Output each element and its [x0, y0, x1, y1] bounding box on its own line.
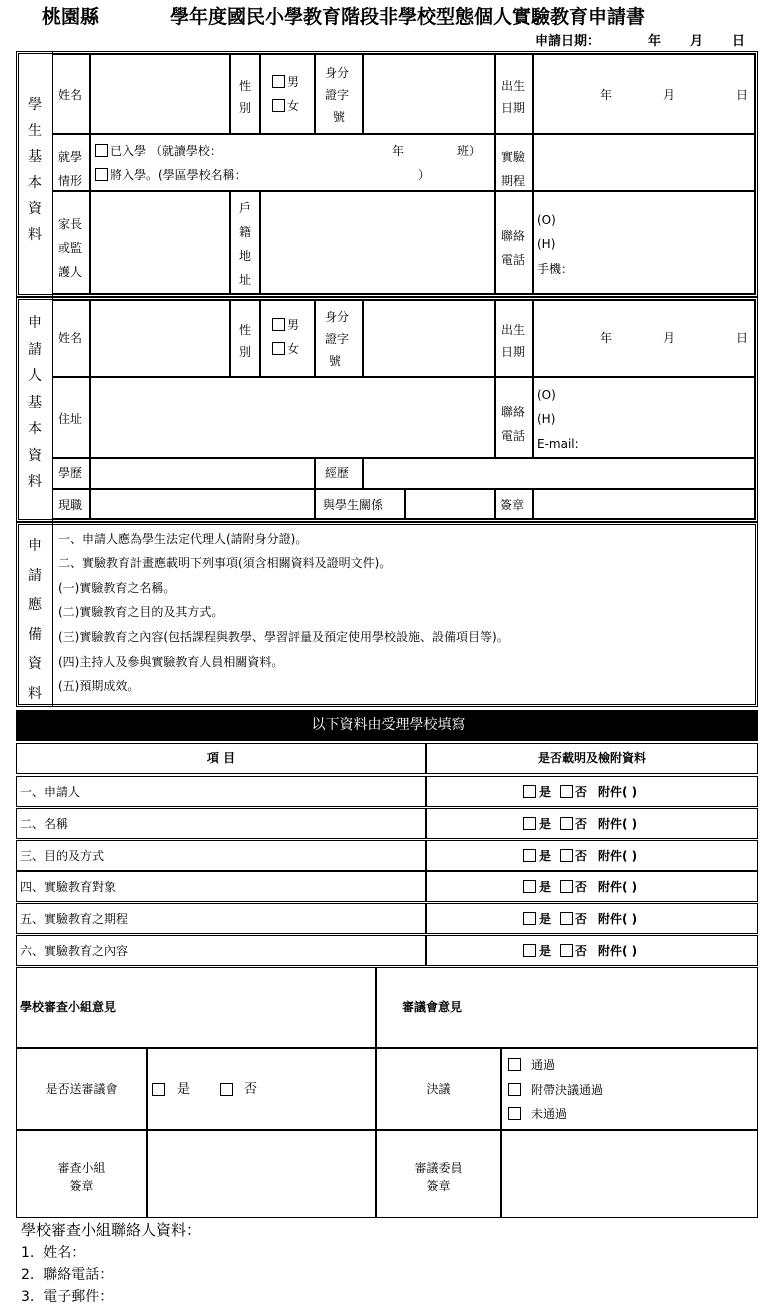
- send-council-label: 是否送審議會: [45, 1082, 118, 1096]
- checklist-no-checkbox[interactable]: [560, 944, 573, 957]
- send-no-checkbox[interactable]: [220, 1083, 233, 1096]
- checklist-no-checkbox[interactable]: [560, 817, 573, 830]
- checklist-yes-label: 是: [539, 880, 552, 894]
- checklist-no-label: 否: [575, 849, 588, 863]
- required-line-3: (一)實驗教育之名稱。: [58, 581, 176, 595]
- checklist-no-label: 否: [575, 785, 588, 799]
- applicant-phone-h: (H): [537, 412, 556, 426]
- to-enroll-close: ）: [418, 168, 431, 182]
- checklist-yes-label: 是: [539, 849, 552, 863]
- res-fail-label: 未通過: [531, 1107, 568, 1121]
- applicant-name-field[interactable]: [90, 300, 230, 377]
- checklist-attach-label: 附件( ): [598, 849, 638, 863]
- required-section-label: 申 請 應 備 資 料: [28, 538, 42, 702]
- household-label: 戶 籍 地 址: [239, 201, 252, 287]
- checklist-yes-label: 是: [539, 912, 552, 926]
- checklist-item-label: 四、實驗教育對象: [20, 880, 117, 894]
- checklist-item-label: 六、實驗教育之內容: [20, 944, 129, 958]
- relation-label: 與學生關係: [323, 498, 384, 512]
- student-phone-o: (O): [537, 213, 556, 227]
- contact-item-1: 1. 姓名：: [21, 1245, 86, 1261]
- seal-label: 簽章: [500, 498, 525, 512]
- student-male-checkbox[interactable]: [272, 75, 285, 88]
- student-male-label: 男: [287, 75, 300, 89]
- enrolled-checkbox[interactable]: [95, 144, 108, 157]
- send-yes-checkbox[interactable]: [152, 1083, 165, 1096]
- household-field[interactable]: [260, 191, 495, 294]
- form-title: 學年度國民小學教育階段非學校型態個人實驗教育申請書: [170, 6, 646, 28]
- student-enroll-label: 就學 情形: [58, 150, 83, 188]
- checklist-attach-label: 附件( ): [598, 785, 638, 799]
- checklist-item-label: 五、實驗教育之期程: [20, 912, 129, 926]
- applicant-phone-o: (O): [537, 388, 556, 402]
- applicant-address-field[interactable]: [90, 377, 495, 458]
- res-conditional-label: 附帶決議通過: [531, 1083, 604, 1097]
- checklist-no-label: 否: [575, 912, 588, 926]
- student-name-label: 姓名: [58, 88, 83, 102]
- send-yes-label: 是: [177, 1082, 191, 1097]
- applicant-birth-day: 日: [736, 331, 749, 345]
- to-enroll-label: 將入學。(學區學校名稱：: [110, 168, 247, 182]
- checklist-attach-label: 附件( ): [598, 944, 638, 958]
- student-section-label: 學 生 基 本 資 料: [28, 97, 42, 243]
- student-birth-day: 日: [736, 88, 749, 102]
- applicant-section-label: 申 請 人 基 本 資 料: [28, 315, 42, 490]
- applicant-gender-label: 性 別: [239, 323, 252, 359]
- council-seal-label: 審議委員 簽章: [414, 1161, 463, 1193]
- seal-field[interactable]: [533, 489, 755, 519]
- student-contact-label: 聯絡 電話: [501, 229, 526, 267]
- applicant-id-field[interactable]: [363, 300, 495, 377]
- date-day: 日: [732, 34, 746, 49]
- applicant-male-label: 男: [287, 318, 300, 332]
- checklist-item-label: 三、目的及方式: [20, 849, 105, 863]
- checklist-yes-checkbox[interactable]: [523, 785, 536, 798]
- applicant-male-checkbox[interactable]: [272, 318, 285, 331]
- to-enroll-checkbox[interactable]: [95, 168, 108, 181]
- applicant-female-label: 女: [287, 342, 300, 356]
- required-line-2: 二、實驗教育計畫應載明下列事項(須含相關資料及證明文件)。: [58, 556, 392, 570]
- send-no-label: 否: [244, 1082, 258, 1097]
- checklist-item-label: 一、申請人: [20, 785, 81, 799]
- checklist-yes-checkbox[interactable]: [523, 912, 536, 925]
- enrolled-class: 班）: [457, 144, 482, 158]
- checklist-no-checkbox[interactable]: [560, 849, 573, 862]
- applicant-birth-year: 年: [600, 331, 613, 345]
- checklist-no-label: 否: [575, 880, 588, 894]
- checklist-no-label: 否: [575, 817, 588, 831]
- res-pass-label: 通過: [531, 1058, 556, 1072]
- guardian-label: 家長 或監 護人: [58, 217, 83, 279]
- checklist-yes-checkbox[interactable]: [523, 817, 536, 830]
- council-opinion-label: 審議會意見: [402, 1000, 463, 1014]
- col-check-header: 是否載明及檢附資料: [537, 751, 646, 765]
- checklist-no-label: 否: [575, 944, 588, 958]
- checklist-yes-checkbox[interactable]: [523, 880, 536, 893]
- student-enroll-field: [90, 134, 495, 191]
- required-line-5: (三)實驗教育之內容(包括課程與教學、學習評量及預定使用學校設施、設備項目等)。: [58, 630, 509, 644]
- res-conditional-checkbox[interactable]: [508, 1083, 521, 1096]
- guardian-field[interactable]: [90, 191, 230, 294]
- job-field[interactable]: [90, 489, 315, 519]
- res-pass-checkbox[interactable]: [508, 1058, 521, 1071]
- applicant-birth-field[interactable]: [533, 300, 755, 377]
- applicant-address-label: 住址: [58, 412, 83, 426]
- checklist-attach-label: 附件( ): [598, 817, 638, 831]
- applicant-birth-month: 月: [663, 331, 676, 345]
- review-seal-label: 審查小組 簽章: [57, 1161, 106, 1193]
- enrolled-year: 年: [392, 144, 405, 158]
- checklist-attach-label: 附件( ): [598, 880, 638, 894]
- applicant-email: E-mail:: [537, 437, 579, 451]
- student-period-label: 實驗 期程: [501, 150, 526, 188]
- col-item-header: 項 目: [206, 751, 236, 765]
- student-id-label: 身分 證字 號: [325, 66, 350, 124]
- checklist-yes-checkbox[interactable]: [523, 849, 536, 862]
- applicant-name-label: 姓名: [58, 331, 83, 345]
- student-contact-field[interactable]: [533, 191, 755, 294]
- date-label: 申請日期：: [535, 34, 601, 49]
- date-month: 月: [690, 34, 704, 49]
- student-birth-year: 年: [600, 88, 613, 102]
- student-phone-h: (H): [537, 237, 556, 251]
- contact-item-3: 3. 電子郵件：: [21, 1289, 114, 1305]
- review-seal-field[interactable]: [147, 1130, 376, 1218]
- applicant-female-checkbox[interactable]: [272, 342, 285, 355]
- required-line-4: (二)實驗教育之目的及其方式。: [58, 605, 224, 619]
- education-label: 學歷: [58, 466, 83, 480]
- enrolled-label: 已入學 （就讀學校：: [110, 144, 222, 158]
- checklist-yes-label: 是: [539, 785, 552, 799]
- checklist-yes-label: 是: [539, 944, 552, 958]
- student-birth-field[interactable]: [533, 54, 755, 134]
- checklist-yes-checkbox[interactable]: [523, 944, 536, 957]
- review-opinion-label: 學校審查小組意見: [20, 1000, 117, 1014]
- checklist-item-label: 二、名稱: [20, 817, 69, 831]
- date-year: 年: [648, 34, 662, 49]
- student-gender-label: 性 別: [239, 79, 252, 115]
- student-female-checkbox[interactable]: [272, 99, 285, 112]
- student-birth-label: 出生 日期: [501, 79, 526, 115]
- student-birth-month: 月: [663, 88, 676, 102]
- contact-title: 學校審查小組聯絡人資料：: [21, 1221, 202, 1239]
- resolution-label: 決議: [426, 1082, 451, 1096]
- applicant-contact-label: 聯絡 電話: [501, 405, 526, 443]
- student-name-field[interactable]: [90, 54, 230, 134]
- school-banner-text: 以下資料由受理學校填寫: [311, 717, 466, 733]
- checklist-yes-label: 是: [539, 817, 552, 831]
- checklist-no-checkbox[interactable]: [560, 785, 573, 798]
- required-line-6: (四)主持人及參與實驗教育人員相關資料。: [58, 655, 284, 669]
- checklist-no-checkbox[interactable]: [560, 912, 573, 925]
- relation-field[interactable]: [405, 489, 495, 519]
- experience-label: 經歷: [325, 466, 350, 480]
- council-seal-field[interactable]: [501, 1130, 758, 1218]
- county-name: 桃園縣: [42, 6, 100, 28]
- job-label: 現職: [58, 498, 83, 512]
- required-line-1: 一、申請人應為學生法定代理人(請附身分證)。: [58, 532, 308, 546]
- experience-field[interactable]: [363, 458, 755, 489]
- required-line-7: (五)預期成效。: [58, 679, 140, 693]
- contact-item-2: 2. 聯絡電話：: [21, 1267, 114, 1283]
- student-period-field[interactable]: [533, 134, 755, 191]
- checklist-no-checkbox[interactable]: [560, 880, 573, 893]
- applicant-birth-label: 出生 日期: [501, 323, 526, 359]
- res-fail-checkbox[interactable]: [508, 1107, 521, 1120]
- education-field[interactable]: [90, 458, 315, 489]
- checklist-attach-label: 附件( ): [598, 912, 638, 926]
- student-mobile: 手機：: [537, 262, 574, 276]
- student-id-field[interactable]: [363, 54, 495, 134]
- student-female-label: 女: [287, 99, 300, 113]
- applicant-id-label: 身分 證字 號: [325, 310, 350, 368]
